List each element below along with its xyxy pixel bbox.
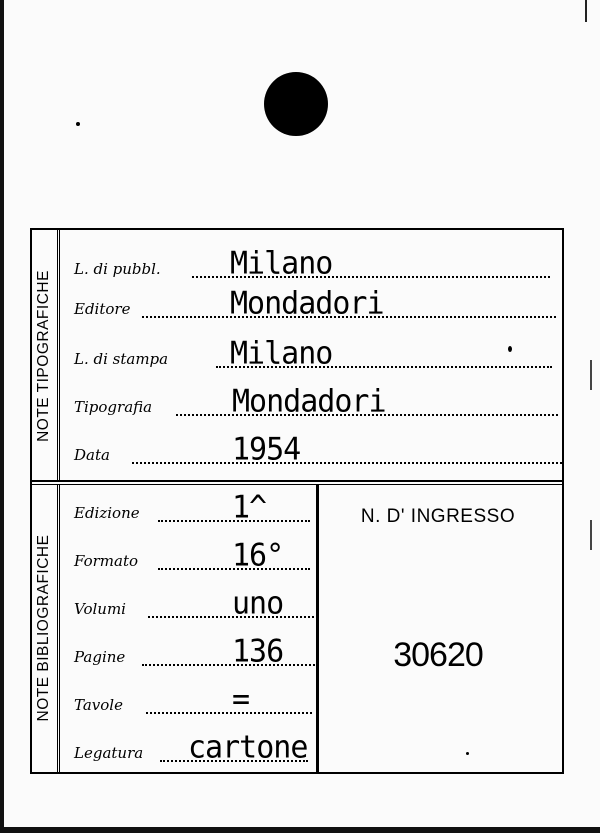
column-divider: [316, 484, 319, 772]
field-row-pages: [74, 633, 318, 671]
field-row-place-of-publication: [74, 245, 550, 283]
field-value: Mondadori: [232, 383, 386, 421]
field-label: Edizione: [74, 504, 140, 522]
field-value: 1954: [232, 431, 301, 469]
field-value: =: [232, 681, 250, 719]
field-row-date: [74, 431, 562, 469]
field-value: 16°: [232, 537, 284, 575]
field-label: Volumi: [74, 600, 126, 618]
field-row-plates: [74, 681, 312, 719]
field-label: Pagine: [74, 648, 126, 666]
section-divider: [30, 480, 564, 485]
field-value: Milano: [230, 245, 333, 283]
accession-label: N. D' INGRESSO: [360, 506, 516, 527]
scan-edge-bottom: [0, 827, 600, 833]
scan-edge-mark: [585, 0, 587, 22]
punch-hole: [264, 72, 328, 136]
field-row-printer: [74, 383, 558, 421]
scan-edge-mark: [590, 520, 592, 550]
field-row-volumes: [74, 585, 318, 623]
ink-speck: [76, 122, 80, 126]
side-strip-typographic: [30, 230, 60, 482]
field-value: cartone: [188, 729, 308, 767]
field-label: Tavole: [74, 696, 123, 714]
field-value: Milano: [230, 335, 333, 373]
dotted-line: [142, 664, 318, 666]
field-label: L. di pubbl.: [74, 260, 161, 278]
field-label: Data: [74, 446, 110, 464]
field-value: 136: [232, 633, 284, 671]
accession-number: 30620: [393, 636, 483, 674]
field-label: Tipografia: [74, 398, 153, 416]
section-label-typographic: NOTE TIPOGRAFICHE: [34, 270, 52, 442]
field-label: L. di stampa: [74, 350, 169, 368]
field-row-place-of-printing: [74, 335, 552, 373]
section-label-bibliographic: NOTE BIBLIOGRAFICHE: [34, 534, 52, 722]
field-value: Mondadori: [230, 285, 384, 323]
field-value: 1^: [232, 489, 267, 527]
dotted-line: [132, 462, 562, 464]
field-label: Formato: [74, 552, 139, 570]
scan-edge-mark: [590, 360, 592, 390]
side-strip-bibliographic: [30, 484, 60, 772]
field-row-format: [74, 537, 310, 575]
field-value: uno: [232, 585, 284, 623]
field-row-binding: [74, 729, 332, 767]
dotted-line: [146, 712, 312, 714]
field-row-edition: [74, 489, 310, 527]
scan-edge-left: [0, 0, 4, 833]
field-row-publisher: [74, 285, 556, 323]
field-label: Legatura: [74, 744, 144, 762]
field-label: Editore: [74, 300, 131, 318]
